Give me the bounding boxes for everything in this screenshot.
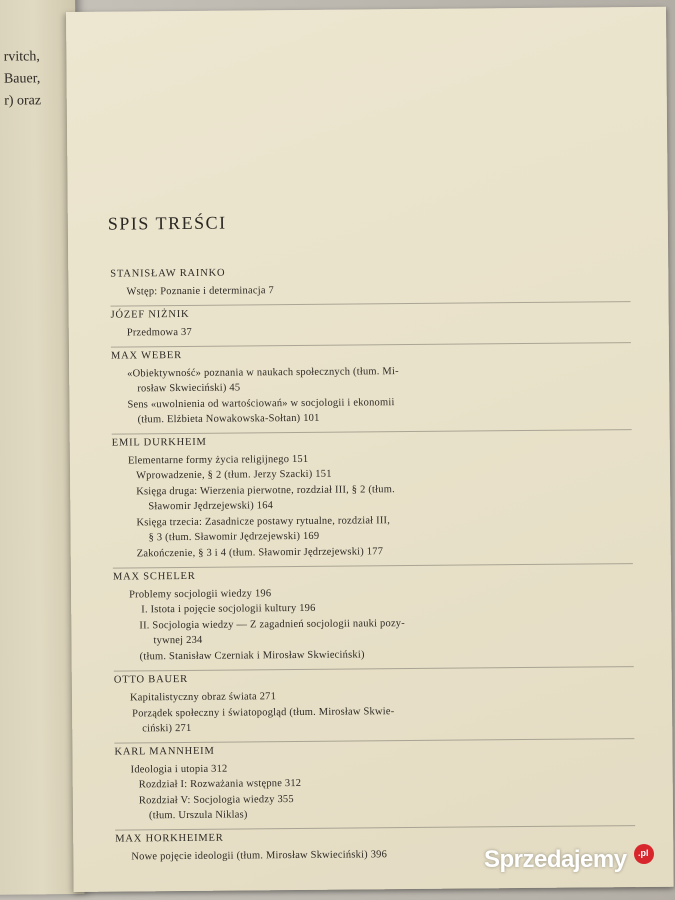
toc-author: KARL MANNHEIM xyxy=(114,745,215,758)
toc-author: MAX HORKHEIMER xyxy=(115,832,224,845)
toc-entry: Rozdział I: Rozważania wstępne 312 xyxy=(138,777,302,791)
toc-author: OTTO BAUER xyxy=(113,673,188,686)
left-page-line: rvitch, xyxy=(3,49,40,65)
toc-entry: (tłum. Urszula Niklas) xyxy=(148,809,248,822)
toc-entry: Rozdział V: Socjologia wiedzy 355 xyxy=(138,794,294,807)
separator xyxy=(115,825,635,831)
toc-author: MAX SCHELER xyxy=(112,570,196,583)
toc-entry: (tłum. Elżbieta Nowakowska-Sołtan) 101 xyxy=(137,412,320,426)
book-page xyxy=(66,7,674,892)
toc-entry: Kapitalistyczny obraz świata 271 xyxy=(129,691,277,704)
toc-entry: Problemy socjologii wiedzy 196 xyxy=(129,588,272,601)
toc-author: JÓZEF NIŻNIK xyxy=(110,308,190,321)
toc-author: STANISŁAW RAINKO xyxy=(110,267,226,280)
left-page-line: Bauer, xyxy=(3,71,41,87)
left-page-line: r) oraz xyxy=(4,93,42,109)
toc-entry: Księga trzecia: Zasadnicze postawy rytualne, rozdział III, xyxy=(136,515,391,529)
page-title: SPIS TREŚCI xyxy=(107,212,227,234)
toc-entry: tywnej 234 xyxy=(153,634,203,647)
toc-author: EMIL DURKHEIM xyxy=(111,436,207,449)
toc-entry: (tłum. Stanisław Czerniak i Mirosław Skwieciński) xyxy=(139,649,365,663)
toc-entry: Nowe pojęcie ideologii (tłum. Mirosław Skwieciński) 396 xyxy=(131,849,388,863)
separator xyxy=(111,301,631,307)
toc-entry: Zakończenie, § 3 i 4 (tłum. Sławomir Jędrzejewski) 177 xyxy=(136,546,384,560)
toc-entry: Księga druga: Wierzenia pierwotne, rozdział III, § 2 (tłum. xyxy=(136,484,395,498)
toc-entry: Wprowadzenie, § 2 (tłum. Jerzy Szacki) 151 xyxy=(136,468,332,482)
watermark-badge: .pl xyxy=(638,848,649,858)
watermark-logo: Sprzedajemy xyxy=(484,846,627,873)
toc-entry: I. Istota i pojęcie socjologii kultury 196 xyxy=(141,602,316,616)
toc-entry: Sens «uwolnienia od wartościowań» w socjologii i ekonomii xyxy=(127,397,395,411)
toc-entry: II. Socjologia wiedzy — Z zagadnień socjologii nauki pozy- xyxy=(139,618,405,632)
separator xyxy=(114,738,634,744)
toc-entry: § 3 (tłum. Sławomir Jędrzejewski) 169 xyxy=(148,530,320,544)
toc-entry: rosław Skwieciński) 45 xyxy=(137,382,241,395)
toc-entry: Elementarne formy życia religijnego 151 xyxy=(127,453,309,467)
toc-entry: Ideologia i utopia 312 xyxy=(130,763,228,776)
toc-entry: Porządek społeczny i światopogląd (tłum. Mirosław Skwie- xyxy=(132,706,395,720)
toc-entry: ciński) 271 xyxy=(142,722,192,735)
toc-entry: Sławomir Jędrzejewski) 164 xyxy=(148,500,274,513)
toc-entry: «Obiektywność» poznania w naukach społecznych (tłum. Mi- xyxy=(127,366,399,380)
toc-author: MAX WEBER xyxy=(110,350,182,362)
separator xyxy=(112,429,632,435)
toc-entry: Wstęp: Poznanie i determinacja 7 xyxy=(126,285,275,298)
separator xyxy=(114,666,634,672)
separator xyxy=(111,342,631,348)
toc-entry: Przedmowa 37 xyxy=(126,326,192,339)
separator xyxy=(113,563,633,569)
